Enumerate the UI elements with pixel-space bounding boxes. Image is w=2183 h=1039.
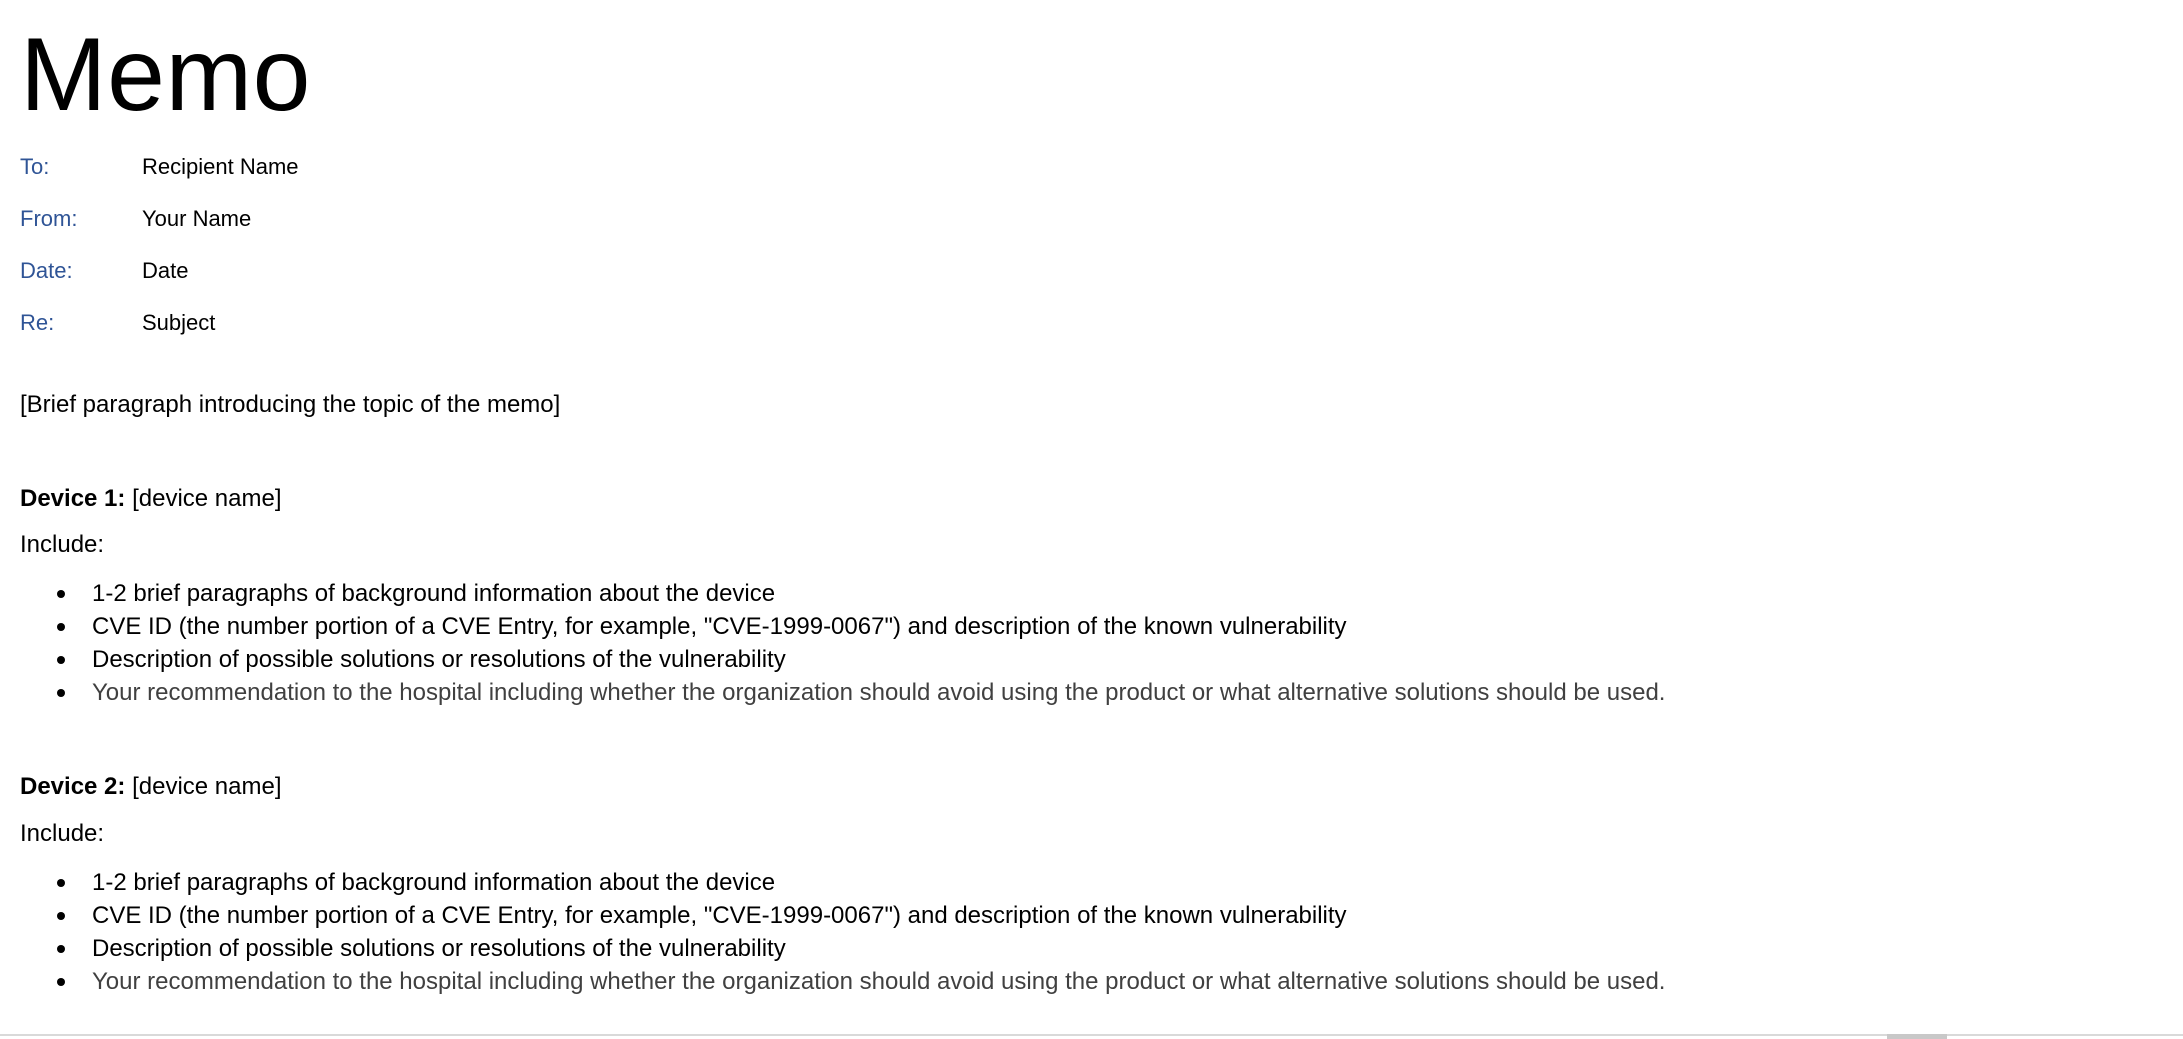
bullet-icon xyxy=(57,623,65,631)
from-label: From: xyxy=(20,206,78,231)
recipient-name-field[interactable]: Recipient Name xyxy=(142,154,299,179)
bullet-icon xyxy=(57,945,65,953)
bullet-icon xyxy=(57,879,65,887)
list-item[interactable] xyxy=(20,610,1665,643)
device-2-label: Device 2: xyxy=(20,773,126,800)
list-item-text: CVE ID (the number portion of a CVE Entry, for example, "CVE-1999-0067") and description of the known vulnerability xyxy=(92,902,1347,929)
list-item[interactable] xyxy=(20,577,1665,610)
horizontal-scrollbar-thumb[interactable] xyxy=(1887,1034,1947,1039)
to-label: To: xyxy=(20,154,50,179)
memo-title: Memo xyxy=(20,17,311,133)
bullet-icon xyxy=(57,978,65,986)
device-1-name: [device name] xyxy=(125,485,282,512)
device-1-label: Device 1: xyxy=(20,485,126,512)
bullet-icon xyxy=(57,590,65,598)
list-item-text: 1-2 brief paragraphs of background information about the device xyxy=(92,869,776,896)
list-item-text: CVE ID (the number portion of a CVE Entry, for example, "CVE-1999-0067") and description of the known vulnerability xyxy=(92,613,1347,640)
list-item[interactable] xyxy=(20,932,1665,965)
bullet-icon xyxy=(57,689,65,697)
list-item-text: Your recommendation to the hospital including whether the organization should avoid using the product or what alternative solutions should be used. xyxy=(92,968,1666,995)
device-2-name: [device name] xyxy=(125,773,282,800)
sender-name-field[interactable]: Your Name xyxy=(142,206,252,231)
list-item[interactable] xyxy=(20,866,1665,899)
device-1-include-label: Include: xyxy=(20,531,105,558)
intro-paragraph[interactable]: [Brief paragraph introducing the topic of the memo] xyxy=(20,391,561,418)
list-item-text: Your recommendation to the hospital including whether the organization should avoid using the product or what alternative solutions should be used. xyxy=(92,679,1666,706)
bullet-icon xyxy=(57,912,65,920)
device-2-include-label: Include: xyxy=(20,820,105,847)
device-2-bullet-list xyxy=(20,866,1665,998)
bullet-icon xyxy=(57,656,65,664)
date-label: Date: xyxy=(20,258,73,283)
subject-field[interactable]: Subject xyxy=(142,310,216,335)
device-1-heading[interactable] xyxy=(20,487,282,511)
re-label: Re: xyxy=(20,310,55,335)
list-item[interactable] xyxy=(20,676,1665,709)
list-item[interactable] xyxy=(20,899,1665,932)
device-1-bullet-list xyxy=(20,577,1665,709)
device-2-heading[interactable] xyxy=(20,775,282,799)
list-item-text: 1-2 brief paragraphs of background information about the device xyxy=(92,580,776,607)
list-item[interactable] xyxy=(20,965,1665,998)
date-field[interactable]: Date xyxy=(142,258,189,283)
list-item-text: Description of possible solutions or resolutions of the vulnerability xyxy=(92,935,786,962)
list-item[interactable] xyxy=(20,643,1665,676)
list-item-text: Description of possible solutions or resolutions of the vulnerability xyxy=(92,646,786,673)
